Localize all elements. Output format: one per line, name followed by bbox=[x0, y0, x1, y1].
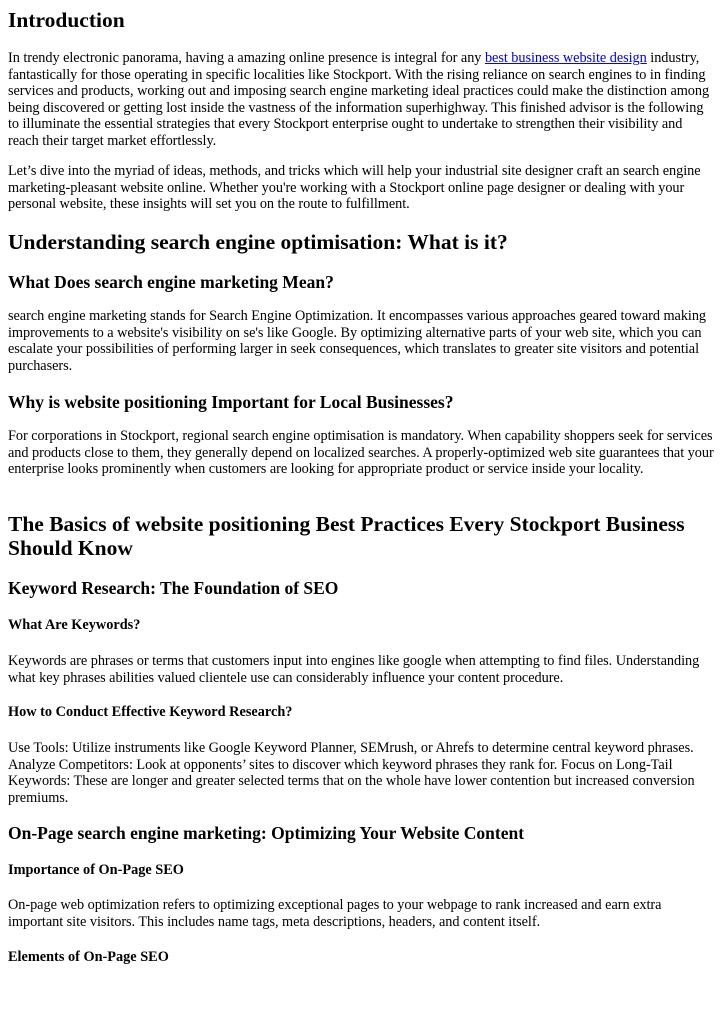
heading-what-does-seo-mean: What Does search engine marketing Mean? bbox=[8, 272, 334, 292]
intro-text-before-link: In trendy electronic panorama, having a amazing online presence is integral for any bbox=[8, 50, 485, 66]
paragraph-seo-meaning: search engine marketing stands for Search Engine Optimization. It encompasses various approaches geared toward making improvements to a website's visibility on se's like Google. By optimizing alternative parts of your web site, which you can escalate your possibilities of performing larger in seek consequences, which translates to greater site visitors and potential purchasers. bbox=[8, 308, 707, 374]
heading-introduction: Introduction bbox=[8, 8, 125, 32]
heading-on-page-seo: On-Page search engine marketing: Optimizing Your Website Content bbox=[8, 823, 525, 843]
paragraph-why-important: For corporations in Stockport, regional search engine optimisation is mandatory. When capability shoppers seek for services and products close to them, they generally depend on localized searches. A properly-optimized web site guarantees that your enterprise looks prominently when customers are looking for appropriate product or service inside your locality. bbox=[8, 428, 714, 477]
intro-paragraph-1 bbox=[8, 50, 714, 149]
heading-keyword-research: Keyword Research: The Foundation of SEO bbox=[8, 578, 339, 598]
heading-why-important: Why is website positioning Important for Local Businesses? bbox=[8, 392, 454, 412]
heading-elements-on-page: Elements of On-Page SEO bbox=[8, 949, 169, 965]
paragraph-how-to-research: Use Tools: Utilize instruments like Google Keyword Planner, SEMrush, or Ahrefs to determine central keyword phrases. Analyze Competitors: Look at opponents’ sites to discover which keyword phrases they rank for. Focus on Long-Tail Keywords: These are longer and greater selected terms that on the whole have lower contention but increased conversion premiums. bbox=[8, 740, 695, 806]
intro-paragraph-2: Let’s dive into the myriad of ideas, methods, and tricks which will help your industrial site designer craft an search engine marketing-pleasant website online. Whether you're working with a Stockport online page designer or dealing with your personal website, these insights will set you on the route to fulfillment. bbox=[8, 163, 701, 212]
paragraph-importance-on-page: On-page web optimization refers to optimizing exceptional pages to your webpage to rank increased and earn extra important site visitors. This includes name tags, meta descriptions, headers, and content itself. bbox=[8, 897, 662, 930]
best-business-website-design-link[interactable]: best business website design bbox=[484, 50, 647, 66]
heading-importance-on-page: Importance of On-Page SEO bbox=[8, 862, 184, 878]
heading-what-are-keywords: What Are Keywords? bbox=[8, 617, 141, 633]
heading-how-to-research: How to Conduct Effective Keyword Research? bbox=[8, 704, 293, 720]
paragraph-keywords: Keywords are phrases or terms that customers input into engines like google when attempting to find files. Understanding what key phrases abilities valued clientele use can considerably influence your content procedure. bbox=[8, 653, 700, 686]
intro-text-after-link: industry, fantastically for those operating in specific localities like Stockport. With the rising reliance on search engines to in finding services and products, working out and imposing search engine marketing ideal practices could make the distinction among being discovered or getting lost inside the vastness of the information superhighway. This finished advisor is the following to illuminate the essential strategies that every Stockport enterprise ought to undertake to strengthen their visibility and reach their target market effortlessly. bbox=[8, 50, 710, 149]
heading-basics-best-practices: The Basics of website positioning Best Practices Every Stockport Business Should Know bbox=[8, 512, 685, 560]
heading-understanding-seo: Understanding search engine optimisation: What is it? bbox=[8, 230, 508, 254]
